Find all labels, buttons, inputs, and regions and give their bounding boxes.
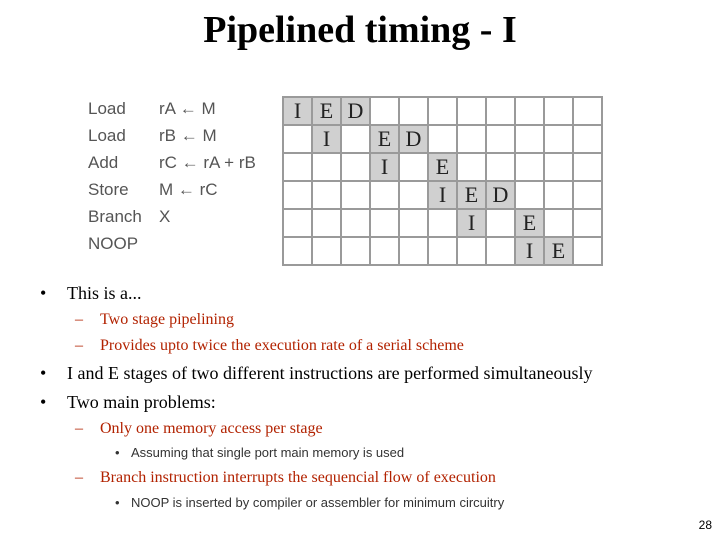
timing-cell (457, 125, 486, 153)
timing-cell (457, 153, 486, 181)
instruction-op: Store (88, 180, 129, 199)
timing-grid (282, 96, 603, 266)
timing-cell (486, 97, 515, 125)
timing-cell (573, 209, 602, 237)
timing-cell (341, 209, 370, 237)
timing-cell: I (457, 209, 486, 237)
sub-bullet-text: Two stage pipelining (100, 311, 234, 328)
timing-cell (544, 153, 573, 181)
bullet-dash: – (75, 337, 83, 354)
bullet-dot: • (40, 363, 47, 383)
slide-title: Pipelined timing - I (203, 9, 517, 51)
bullet-dot: • (115, 445, 120, 460)
timing-cell (515, 125, 544, 153)
timing-cell: E (312, 97, 341, 125)
timing-row (283, 181, 602, 209)
timing-cell (370, 237, 399, 265)
timing-cell (370, 209, 399, 237)
sub-sub-bullet-text: Assuming that single port main memory is used (131, 445, 405, 460)
timing-cell (341, 237, 370, 265)
timing-cell (312, 181, 341, 209)
timing-cell: D (399, 125, 428, 153)
sub-bullet-text: Only one memory access per stage (100, 420, 323, 437)
timing-cell (399, 97, 428, 125)
timing-cell (283, 237, 312, 265)
timing-cell: I (312, 125, 341, 153)
timing-cell (370, 181, 399, 209)
timing-cell (515, 181, 544, 209)
sub-bullet-text: Provides upto twice the execution rate of a serial scheme (100, 337, 464, 354)
timing-cell: I (515, 237, 544, 265)
sub-sub-bullet-text: NOOP is inserted by compiler or assembler for minimum circuitry (131, 495, 505, 510)
instruction-args: rB ← M (159, 126, 217, 145)
bullet-text: Two main problems: (67, 392, 216, 412)
timing-cell (399, 181, 428, 209)
timing-cell (457, 97, 486, 125)
timing-cell (341, 125, 370, 153)
bullet-text: I and E stages of two different instructions are performed simultaneously (67, 363, 593, 383)
timing-cell: D (341, 97, 370, 125)
bullet-dash: – (75, 469, 83, 486)
timing-cell (341, 153, 370, 181)
timing-row (283, 125, 602, 153)
timing-cell (544, 181, 573, 209)
bullet-dot: • (115, 495, 120, 510)
instruction-op: Load (88, 99, 126, 118)
timing-cell (573, 97, 602, 125)
timing-cell (486, 237, 515, 265)
timing-cell (428, 97, 457, 125)
timing-cell (399, 153, 428, 181)
timing-cell (486, 209, 515, 237)
timing-cell (544, 97, 573, 125)
timing-cell: D (486, 181, 515, 209)
timing-cell (283, 209, 312, 237)
sub-bullet-text: Branch instruction interrupts the sequencial flow of execution (100, 469, 496, 486)
timing-cell: E (515, 209, 544, 237)
timing-cell (573, 153, 602, 181)
instruction-op: Branch (88, 207, 142, 226)
timing-cell (428, 237, 457, 265)
timing-cell (544, 125, 573, 153)
timing-cell (312, 237, 341, 265)
bullet-dot: • (40, 283, 47, 303)
timing-cell (399, 209, 428, 237)
timing-cell (312, 209, 341, 237)
bullet-text: This is a... (67, 283, 142, 303)
instruction-args: rA ← M (159, 99, 216, 118)
timing-cell (341, 181, 370, 209)
timing-cell (283, 153, 312, 181)
bullet-dash: – (75, 420, 83, 437)
timing-cell: E (457, 181, 486, 209)
timing-cell (312, 153, 341, 181)
timing-cell (544, 209, 573, 237)
timing-cell: E (544, 237, 573, 265)
instruction-args: rC ← rA + rB (159, 153, 256, 172)
timing-cell (573, 125, 602, 153)
page-number: 28 (698, 518, 712, 532)
timing-cell: I (370, 153, 399, 181)
timing-cell: E (428, 153, 457, 181)
timing-cell (283, 181, 312, 209)
bullet-dash: – (75, 311, 83, 328)
timing-cell (428, 125, 457, 153)
instruction-op: NOOP (88, 234, 139, 253)
instruction-op: Add (88, 153, 119, 172)
timing-cell (573, 237, 602, 265)
instruction-args: M ← rC (159, 180, 218, 199)
timing-cell (515, 97, 544, 125)
timing-cell (283, 125, 312, 153)
timing-cell (486, 153, 515, 181)
timing-cell (573, 181, 602, 209)
timing-row (283, 97, 602, 125)
timing-row (283, 209, 602, 237)
timing-cell (457, 237, 486, 265)
timing-cell: E (370, 125, 399, 153)
timing-row (283, 237, 602, 265)
timing-cell: I (283, 97, 312, 125)
timing-cell (399, 237, 428, 265)
timing-cell (428, 209, 457, 237)
timing-cell (370, 97, 399, 125)
timing-cell (486, 125, 515, 153)
instruction-args: X (159, 207, 171, 226)
timing-cell (515, 153, 544, 181)
timing-row (283, 153, 602, 181)
bullet-dot: • (40, 392, 47, 412)
instruction-op: Load (88, 126, 126, 145)
timing-cell: I (428, 181, 457, 209)
